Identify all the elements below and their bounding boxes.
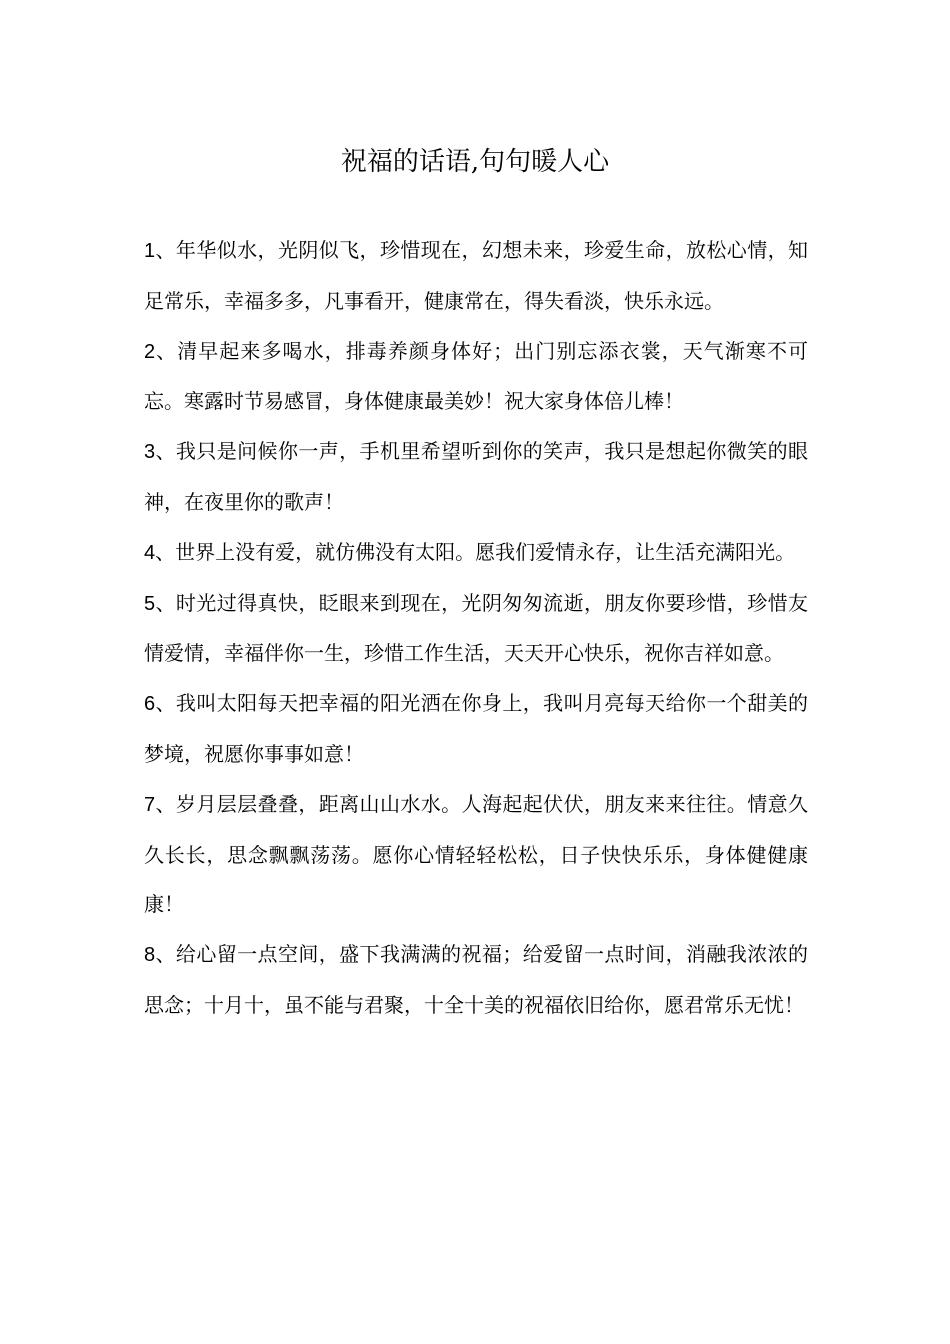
item-number: 2 xyxy=(144,340,156,363)
item-number: 3 xyxy=(144,441,156,464)
item-number: 5 xyxy=(144,592,156,615)
item-text: 、世界上没有爱，就仿佛没有太阳。愿我们爱情永存，让生活充满阳光。 xyxy=(155,539,796,564)
item-number: 6 xyxy=(144,693,156,716)
list-item xyxy=(144,679,808,780)
item-text: 、年华似水，光阴似飞，珍惜现在，幻想未来，珍爱生命，放松心情，知足常乐，幸福多多，凡事看开，健康常在，得失看淡，快乐永远。 xyxy=(144,238,808,313)
item-text: 、我只是问候你一声，手机里希望听到你的笑声，我只是想起你微笑的眼神，在夜里你的歌声！ xyxy=(144,439,808,514)
list-item xyxy=(144,579,808,680)
list-item xyxy=(144,427,808,528)
item-text: 、时光过得真快，眨眼来到现在，光阴匆匆流逝，朋友你要珍惜，珍惜友情爱情，幸福伴你一生，珍惜工作生活，天天开心快乐，祝你吉祥如意。 xyxy=(144,590,808,666)
item-number: 4 xyxy=(144,541,156,564)
item-text: 、清早起来多喝水，排毒养颜身体好；出门别忘添衣裳，天气渐寒不可忘。寒露时节易感冒，身体健康最美妙！祝大家身体倍儿棒！ xyxy=(144,338,808,414)
item-number: 7 xyxy=(144,793,156,816)
item-number: 1 xyxy=(144,240,156,262)
item-number: 8 xyxy=(144,944,156,967)
item-text: 、给心留一点空间，盛下我满满的祝福；给爱留一点时间，消融我浓浓的思念；十月十，虽不能与君聚，十全十美的祝福依旧给你，愿君常乐无忧！ xyxy=(144,942,808,1017)
item-text: 、我叫太阳每天把幸福的阳光洒在你身上，我叫月亮每天给你一个甜美的梦境，祝愿你事事如意！ xyxy=(144,691,808,766)
list-item xyxy=(144,528,808,579)
list-item xyxy=(144,226,808,327)
list-item xyxy=(144,930,808,1031)
list-item xyxy=(144,327,808,428)
document-body xyxy=(144,226,808,1031)
item-text: 、岁月层层叠叠，距离山山水水。人海起起伏伏，朋友来来往往。情意久久长长，思念飘飘荡荡。愿你心情轻轻松松，日子快快乐乐，身体健健康康！ xyxy=(144,791,808,917)
document-title: 祝福的话语,句句暖人心 xyxy=(340,147,610,177)
list-item xyxy=(144,780,808,930)
